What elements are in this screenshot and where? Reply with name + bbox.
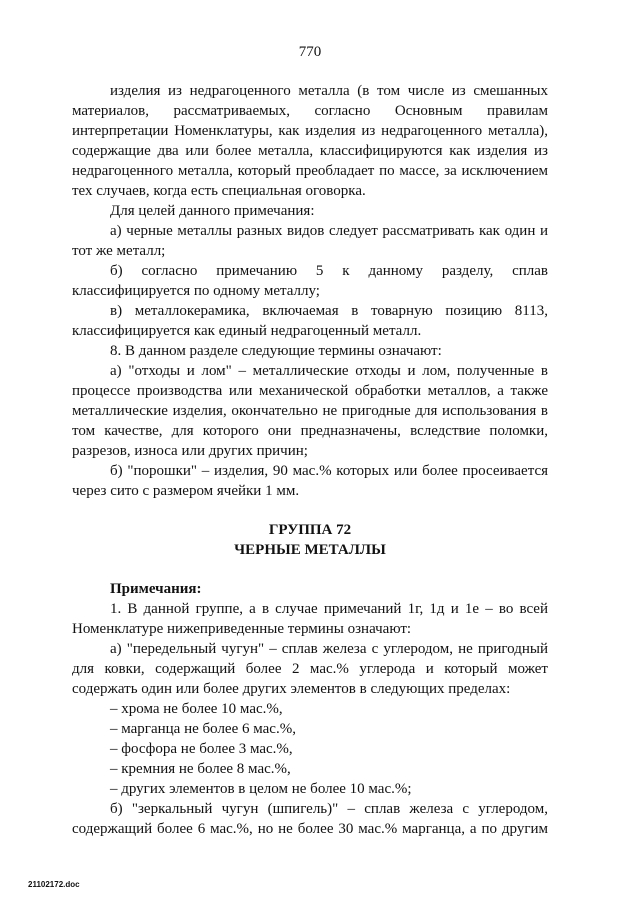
text-line: содержать один или более других элементов в следующих пределах: bbox=[72, 681, 511, 697]
text-line: Номенклатуре нижеприведенные термины означают: bbox=[72, 621, 412, 637]
text-line: – марганца не более 6 мас.%, bbox=[110, 721, 296, 737]
text-line: б) согласно примечанию 5 к данному разделу, сплав bbox=[110, 263, 548, 279]
paragraph bbox=[72, 361, 548, 461]
text-line: тех случаев, когда есть специальная оговорка. bbox=[72, 183, 366, 199]
text-line: в) металлокерамика, включаемая в товарную позицию 8113, bbox=[110, 303, 548, 319]
text-line: металлические изделия, окончательно не пригодные для использования в bbox=[72, 403, 548, 419]
text-line: материалов, рассматриваемых, согласно Основным правилам bbox=[72, 103, 548, 119]
text-line: недрагоценного металла, который преобладает по массе, за исключением bbox=[72, 163, 548, 179]
text-line: Примечания: bbox=[110, 581, 202, 597]
text-line: 8. В данном разделе следующие термины означают: bbox=[110, 343, 442, 359]
text-line: классифицируется по одному металлу; bbox=[72, 283, 320, 299]
text-line: том качестве, для которого они предназначены, вследствие поломки, bbox=[72, 423, 548, 439]
text-line: – других элементов в целом не более 10 мас.%; bbox=[110, 781, 412, 797]
text-line: тот же металл; bbox=[72, 243, 166, 259]
notes-heading bbox=[72, 579, 548, 599]
paragraph bbox=[72, 261, 548, 301]
text-line: б) "порошки" – изделия, 90 мас.% которых или более просеивается bbox=[110, 463, 548, 479]
paragraph bbox=[72, 759, 548, 779]
paragraph bbox=[72, 699, 548, 719]
text-line: а) черные металлы разных видов следует рассматривать как один и bbox=[110, 223, 548, 239]
paragraph bbox=[72, 719, 548, 739]
text-line: содержащие два или более металла, классифицируются как изделия из bbox=[72, 143, 548, 159]
text-line: разрезов, износа или других причин; bbox=[72, 443, 308, 459]
paragraph bbox=[72, 201, 548, 221]
text-line: для ковки, содержащий более 2 мас.% углерода и который может bbox=[72, 661, 548, 677]
text-line: – хрома не более 10 мас.%, bbox=[110, 701, 283, 717]
heading-line: ЧЕРНЫЕ МЕТАЛЛЫ bbox=[234, 542, 386, 558]
spacer bbox=[72, 560, 548, 579]
paragraph bbox=[72, 461, 548, 501]
text-line: Для целей данного примечания: bbox=[110, 203, 315, 219]
heading-line: ГРУППА 72 bbox=[268, 522, 352, 538]
footer-filename: 21102172.doc bbox=[28, 880, 80, 889]
paragraph bbox=[72, 779, 548, 799]
text-line: б) "зеркальный чугун (шпигель)" – сплав железа с углеродом, bbox=[110, 801, 548, 817]
document-body bbox=[72, 81, 548, 839]
text-line: изделия из недрагоценного металла (в том числе из смешанных bbox=[110, 83, 548, 99]
section-heading bbox=[72, 520, 548, 560]
text-line: интерпретации Номенклатуры, как изделия из недрагоценного металла), bbox=[72, 123, 548, 139]
page-number: 770 bbox=[298, 44, 322, 60]
paragraph bbox=[72, 739, 548, 759]
spacer bbox=[72, 501, 548, 520]
paragraph bbox=[72, 301, 548, 341]
text-line: через сито с размером ячейки 1 мм. bbox=[72, 483, 300, 499]
text-line: а) "передельный чугун" – сплав железа с углеродом, не пригодный bbox=[110, 641, 548, 657]
text-line: – кремния не более 8 мас.%, bbox=[110, 761, 291, 777]
text-line: содержащий более 6 мас.%, но не более 30 мас.% марганца, а по другим bbox=[72, 821, 548, 837]
paragraph bbox=[72, 639, 548, 699]
text-line: 1. В данной группе, а в случае примечаний 1г, 1д и 1е – во всей bbox=[110, 601, 548, 617]
paragraph bbox=[72, 81, 548, 201]
paragraph bbox=[72, 341, 548, 361]
paragraph bbox=[72, 799, 548, 839]
paragraph bbox=[72, 599, 548, 639]
text-line: классифицируется как единый недрагоценный металл. bbox=[72, 323, 422, 339]
paragraph bbox=[72, 221, 548, 261]
text-line: а) "отходы и лом" – металлические отходы и лом, полученные в bbox=[110, 363, 548, 379]
text-line: процессе производства или механической обработки металлов, а также bbox=[72, 383, 548, 399]
text-line: – фосфора не более 3 мас.%, bbox=[110, 741, 293, 757]
